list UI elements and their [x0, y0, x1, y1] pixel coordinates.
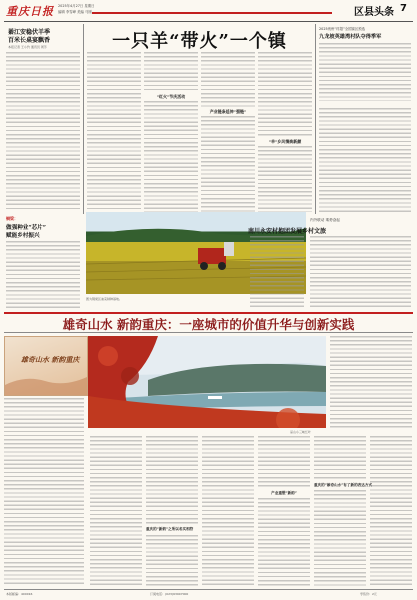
bottom-col-6: [370, 436, 412, 586]
masthead-editor: 编辑 李雪峰 美编 马刚: [58, 10, 92, 14]
bottom-col-2: [146, 436, 198, 524]
banner-top-rule: [4, 312, 413, 314]
main-col-2: [144, 52, 198, 92]
main-col-4b: [258, 146, 312, 212]
gorge-photo-svg: [88, 336, 326, 428]
bottom-col-5: [314, 436, 366, 480]
boat-icon: [208, 396, 222, 399]
bottom-left-art: [4, 336, 88, 396]
left-mid-story: [4, 214, 82, 310]
main-col-3: [201, 52, 255, 107]
left-lead-story: [4, 24, 82, 214]
main-subhead-2: 产业链条延伸“强链”: [209, 109, 247, 114]
footer-middle: 订阅电话：(023)63907000: [150, 592, 189, 596]
left-mid-kicker: 铜梁：: [6, 216, 18, 221]
main-headline: 一只羊“带火”一个镇: [112, 31, 287, 52]
right-column-body: [319, 108, 411, 212]
masthead-rule: [4, 21, 413, 22]
bottom-col-5b: [314, 490, 366, 586]
banner-bottom-rule: [4, 332, 413, 333]
main-col-4: [258, 52, 312, 137]
left-mid-headline-1: 做强种业“芯片”: [6, 225, 46, 231]
banner-headline: 雄奇山水 新韵重庆：一座城市的价值升华与创新实践: [62, 317, 355, 332]
art-box-title: 雄奇山水 新韵重庆: [21, 355, 80, 364]
field-photo-caption: 图为铜梁区油菜制种基地。: [86, 297, 123, 301]
main-story: [85, 24, 314, 214]
bottom-col-1: [90, 436, 142, 586]
bottom-col-4b: [258, 498, 310, 586]
feature-body: [310, 236, 411, 308]
bottom-subhead-c: 重庆的“雄奇山水”有了新的表达方式: [314, 483, 373, 487]
left-mid-headline-2: 赋能乡村振兴: [6, 233, 40, 239]
main-col-3b: [201, 116, 255, 212]
page-number: 7: [400, 3, 407, 14]
feature-kicker: 内外联动 乘势奋起: [310, 218, 340, 222]
masthead: [0, 0, 417, 24]
left-lead-byline: 本报记者 王小约 通讯员 周芳: [8, 45, 47, 49]
footer-left: 本版邮编：400016: [6, 592, 33, 596]
bottom-right-top-body: [330, 336, 412, 428]
feature-story: [248, 214, 413, 310]
bottom-subhead-a: 重庆的“新韵”之所以名实相符: [146, 527, 194, 531]
left-mid-body: [6, 241, 80, 309]
bottom-left-body: [4, 398, 84, 586]
left-lead-kicker: 綦江安稳伏羊季: [8, 29, 51, 36]
left-lead-headline: 百米长桌宴飘香: [8, 37, 51, 44]
feature-headline: 南川永安村抱团发展乡村文旅: [248, 228, 327, 235]
bottom-subhead-b: 产业重塑“新韵”: [271, 491, 297, 495]
harvester-icon: [198, 248, 226, 264]
footer-rule: [4, 589, 413, 590]
column-divider-2: [315, 24, 316, 214]
right-top-kicker: 2025贵州“村超”全国赛区预选: [319, 27, 366, 31]
right-top-body: [319, 43, 411, 101]
masthead-date: 2025年4月27日 星期日: [58, 4, 95, 8]
masthead-logo: 重庆日报: [6, 5, 54, 18]
bottom-col-2b: [146, 535, 198, 586]
gorge-photo-caption: 巫山小三峡红叶: [290, 430, 312, 434]
page-title: 区县头条: [354, 7, 394, 18]
main-col-1: [87, 52, 141, 212]
feature-left-body: [250, 236, 304, 310]
column-divider-1: [83, 24, 84, 214]
gorge-photo: [88, 336, 326, 428]
main-col-2b: [144, 101, 198, 212]
harvester-cab: [224, 242, 234, 256]
left-lead-body: [6, 52, 80, 212]
bottom-col-3: [202, 436, 254, 586]
art-box-ridges: [5, 337, 87, 395]
right-top-story: [317, 24, 413, 104]
main-subhead-1: “红火”节庆活动: [156, 94, 186, 99]
masthead-red-bar: [92, 12, 332, 14]
bottom-col-4: [258, 436, 310, 488]
main-subhead-3: “羊”乡风情焕新颜: [268, 139, 302, 144]
right-top-headline: 九龙坡英雄湾村队夺得季军: [319, 34, 382, 40]
footer-right: 零售价：2元: [360, 592, 377, 596]
